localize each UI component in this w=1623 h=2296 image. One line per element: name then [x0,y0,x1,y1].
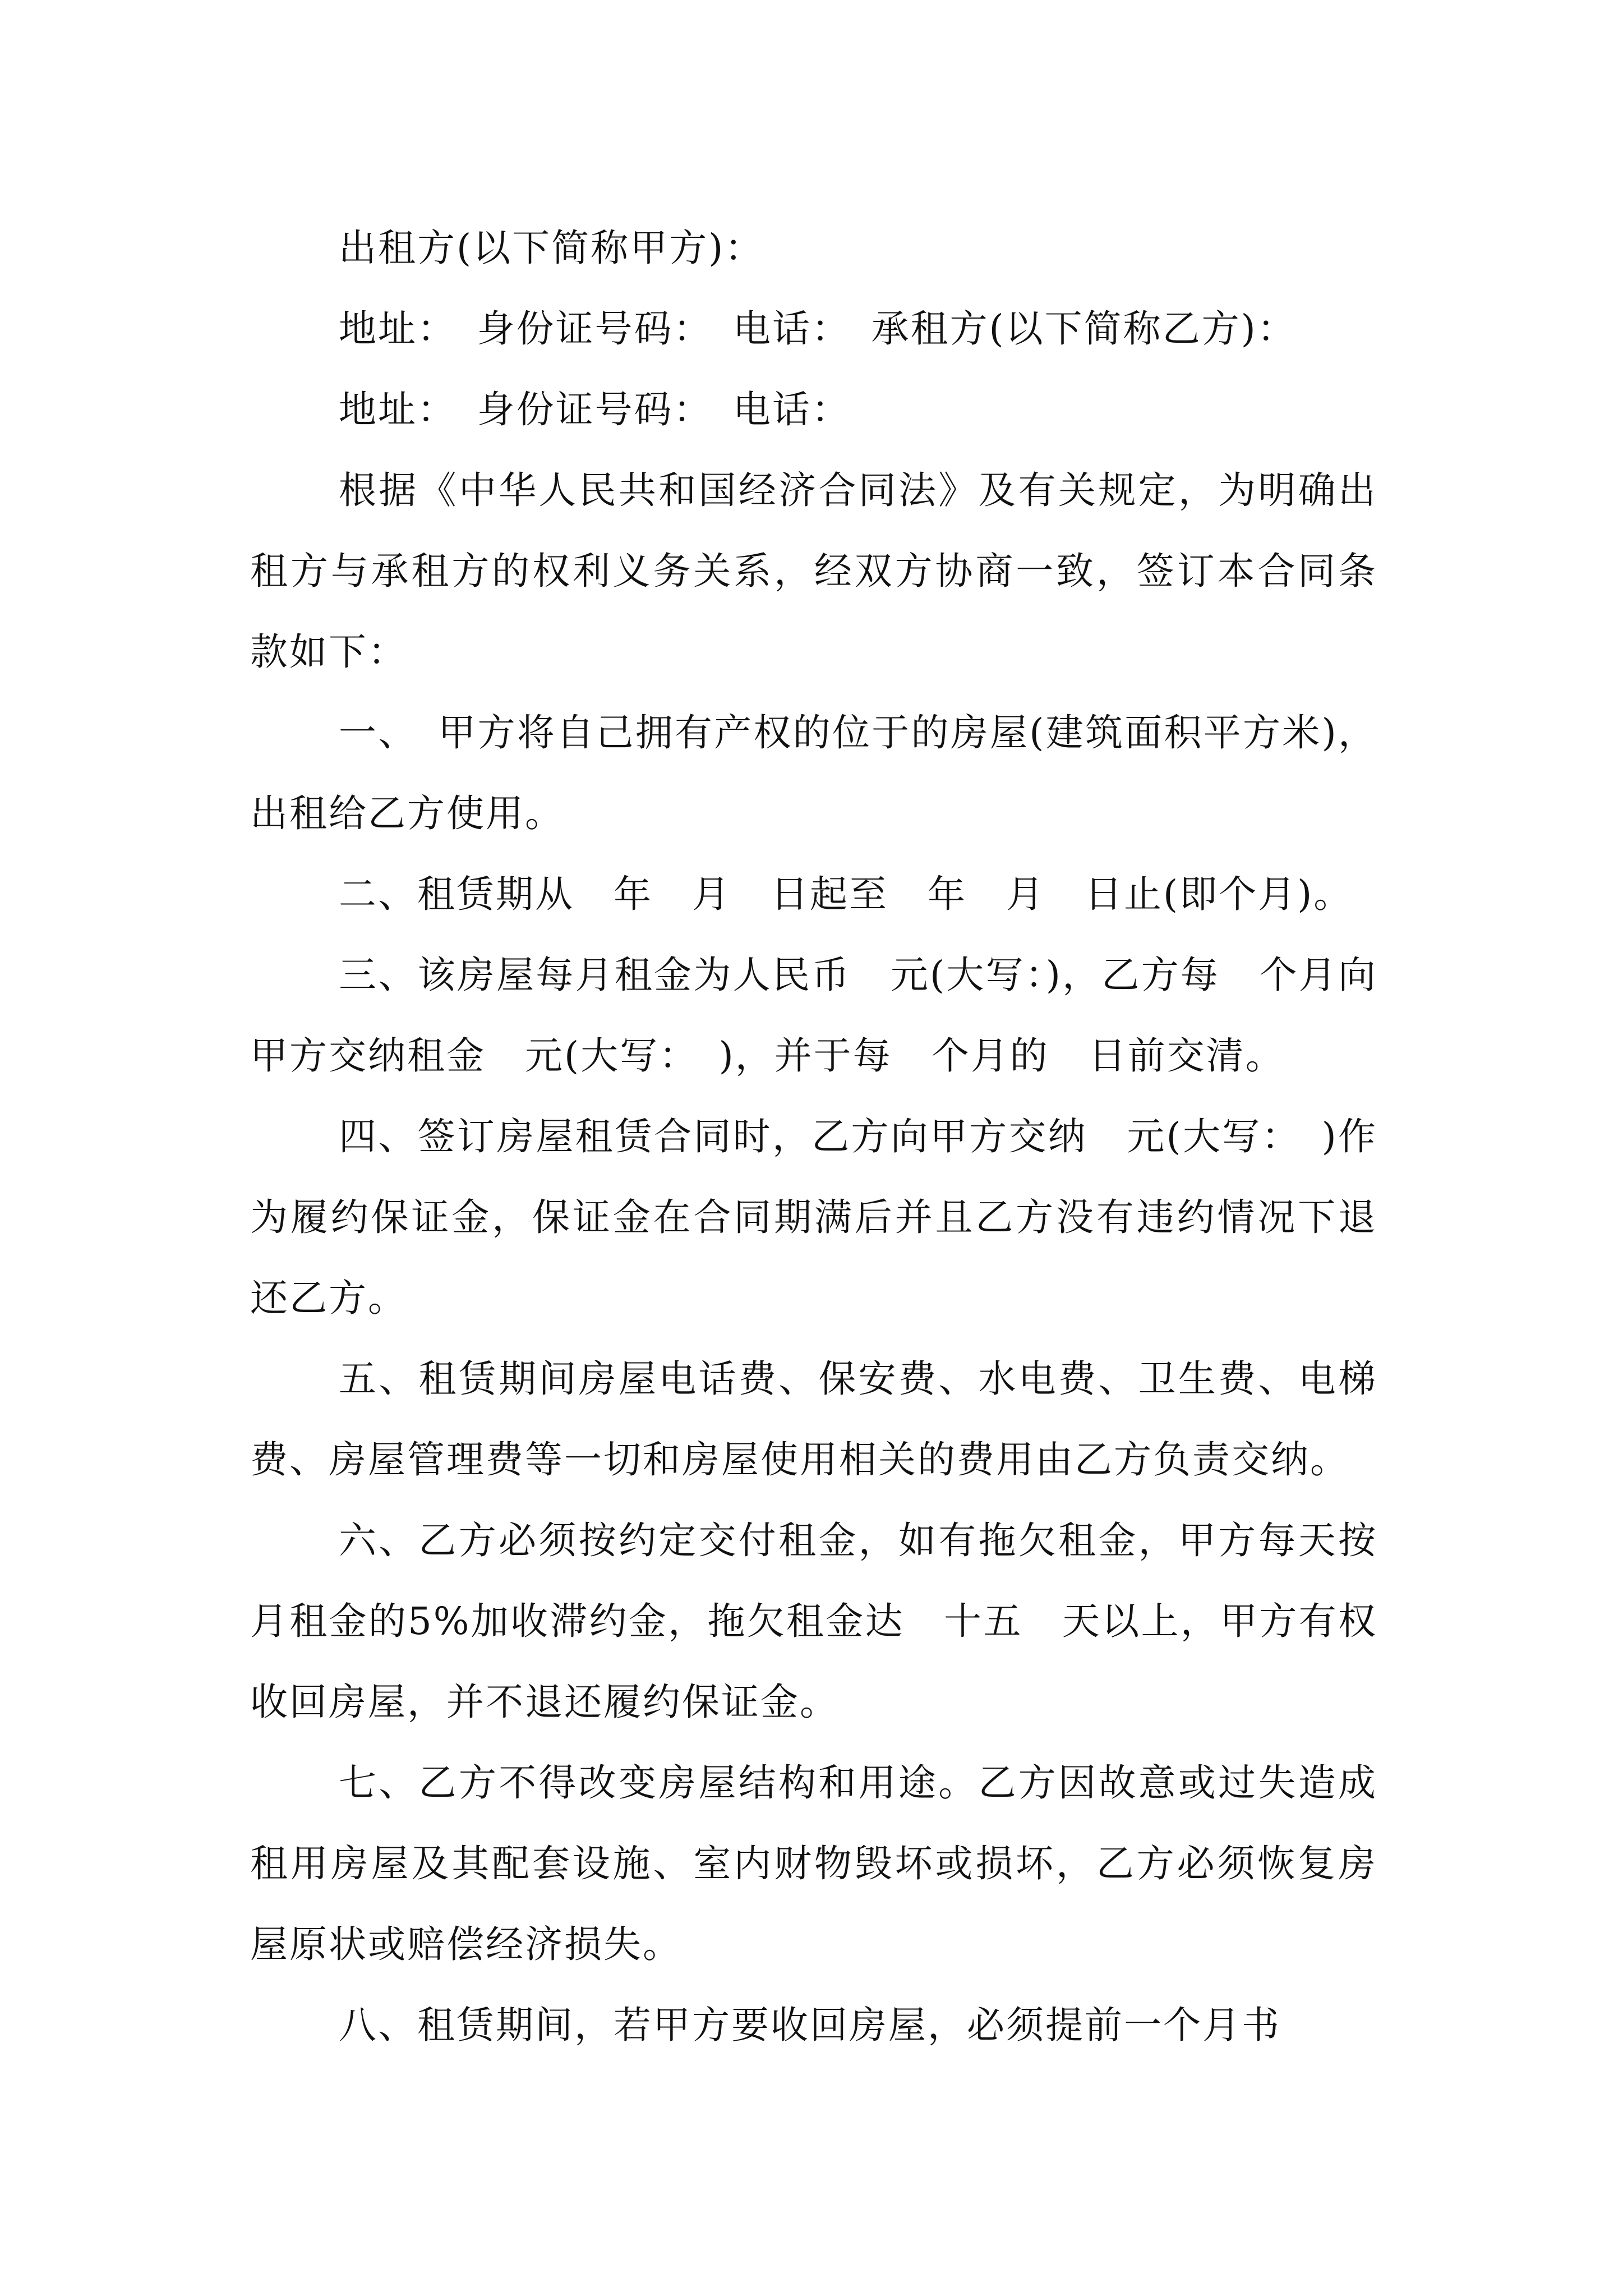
lessor-line: 出租方(以下简称甲方)： [339,226,764,270]
clause-6: 六、乙方必须按约定交付租金，如有拖欠租金，甲方每天按月租金的5%加收滞约金，拖欠租金达 十五 天以上，甲方有权收回房屋，并不退还履约保证金。 [250,1519,1377,1724]
clause-4: 四、签订房屋租赁合同时，乙方向甲方交纳 元(大写： )作为履约保证金，保证金在合同期满后并且乙方没有违约情况下退还乙方。 [250,1115,1377,1320]
lessee-details-line: 地址： 身份证号码： 电话： [339,388,851,431]
clause-7: 七、乙方不得改变房屋结构和用途。乙方因故意或过失造成租用房屋及其配套设施、室内财物毁坏或损坏，乙方必须恢复房屋原状或赔偿经济损失。 [250,1761,1377,1966]
document-body [250,208,1377,2065]
clause-5: 五、租赁期间房屋电话费、保安费、水电费、卫生费、电梯费、房屋管理费等一切和房屋使用相关的费用由乙方负责交纳。 [250,1357,1377,1481]
clause-3: 三、该房屋每月租金为人民币 元(大写：)，乙方每 个月向甲方交纳租金 元(大写： )，并于每 个月的 日前交清。 [250,953,1377,1078]
preamble-paragraph: 根据《中华人民共和国经济合同法》及有关规定，为明确出租方与承租方的权利义务关系，经双方协商一致，签订本合同条款如下： [250,468,1377,674]
clause-2: 二、租赁期从 年 月 日起至 年 月 日止(即个月)。 [339,872,1353,916]
clause-8: 八、租赁期间，若甲方要收回房屋，必须提前一个月书 [339,2003,1281,2047]
lessor-details-and-lessee-line: 地址： 身份证号码： 电话： 承租方(以下简称乙方)： [339,307,1297,351]
clause-1: 一、 甲方将自己拥有产权的位于的房屋(建筑面积平方米)，出租给乙方使用。 [250,711,1377,835]
